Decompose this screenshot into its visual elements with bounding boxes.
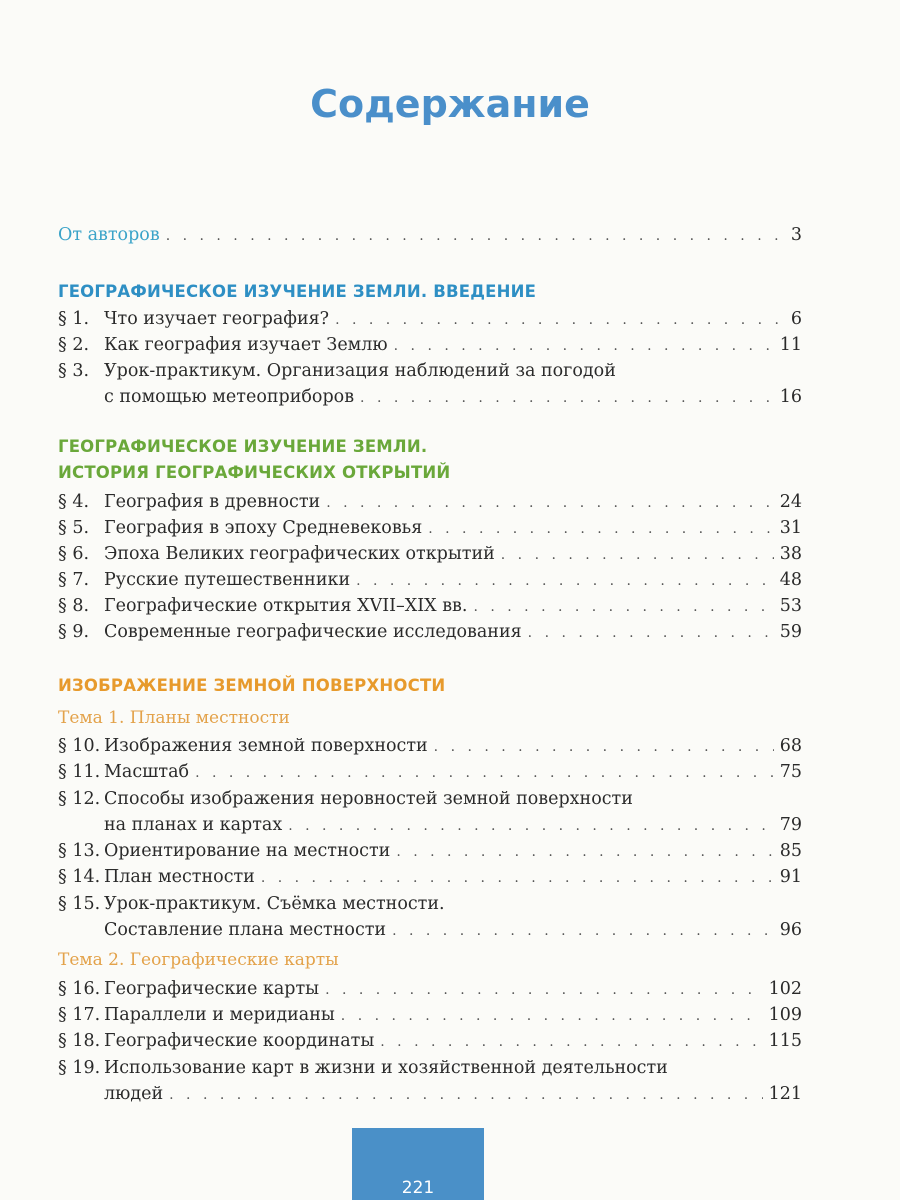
dot-leader [380,1031,762,1053]
toc-entry[interactable] [58,866,802,889]
toc-entry-number: § 11. [58,762,101,782]
dot-leader [501,544,774,566]
toc-entry-number: § 10. [58,736,101,756]
toc-entry-text: Как география изучает Землю [104,335,388,355]
toc-entry[interactable] [58,543,802,566]
dot-leader [326,492,774,514]
dot-leader [473,596,773,618]
toc-entry-text: Урок-практикум. Съёмка местности. [104,894,445,914]
toc-entry-page: 115 [768,1031,802,1051]
topic-heading-2: Тема 2. Географические карты [58,950,339,970]
dot-leader [166,225,785,247]
toc-entry-text: Способы изображения неровностей земной поверхности [104,789,633,809]
toc-entry-page: 68 [779,736,802,756]
toc-entry-page: 59 [779,622,802,642]
toc-entry-number: § 6. [58,544,90,564]
toc-entry[interactable] [58,1030,802,1053]
toc-entry-number: § 12. [58,789,101,809]
toc-entry-text: География в древности [104,492,321,512]
dot-leader [434,736,774,758]
toc-entry[interactable] [58,517,802,540]
toc-entry-text-continued: людей [104,1084,164,1104]
toc-entry[interactable] [58,621,802,644]
toc-entry[interactable] [58,334,802,357]
dot-leader [396,841,773,863]
toc-entry-text-continued: с помощью метеоприборов [104,387,355,407]
toc-entry-page: 31 [779,518,802,538]
toc-entry-text: Современные географические исследования [104,622,522,642]
toc-entry-text: Географические карты [104,979,320,999]
toc-entry-text: От авторов [58,225,160,245]
toc-entry-text: Географические открытия XVII–XIX вв. [104,596,468,616]
toc-entry[interactable] [104,386,802,409]
toc-entry[interactable] [58,595,802,618]
toc-entry-number: § 5. [58,518,90,538]
toc-entry-number: § 9. [58,622,90,642]
toc-entry-text: Географические координаты [104,1031,375,1051]
toc-entry-number: § 15. [58,894,101,914]
toc-entry-text-continued: Составление плана местности [104,920,387,940]
toc-entry[interactable] [104,1083,802,1106]
toc-entry-first-line[interactable] [58,788,633,810]
toc-entry-text: Эпоха Великих географических открытий [104,544,495,564]
toc-entry-text: Ориентирование на местности [104,841,391,861]
toc-entry-first-line[interactable] [58,1057,668,1079]
dot-leader [356,570,774,592]
toc-entry[interactable] [58,761,802,784]
toc-entry[interactable] [58,735,802,758]
toc-entry-text: География в эпоху Средневековья [104,518,423,538]
toc-entry-text: Русские путешественники [104,570,351,590]
dot-leader [360,387,774,409]
toc-entry-page: 53 [779,596,802,616]
section-heading-history-line2: ИСТОРИЯ ГЕОГРАФИЧЕСКИХ ОТКРЫТИЙ [58,463,451,482]
toc-entry-number: § 18. [58,1031,101,1051]
toc-entry-number: § 4. [58,492,90,512]
toc-entry-first-line[interactable] [58,360,616,382]
toc-entry[interactable] [58,491,802,514]
toc-entry-text: Параллели и меридианы [104,1005,335,1025]
toc-entry-number: § 3. [58,361,90,381]
toc-entry[interactable] [58,569,802,592]
toc-entry-page: 3 [790,225,802,245]
toc-entry-page: 24 [779,492,802,512]
toc-entry-intro[interactable] [58,224,802,247]
toc-entry[interactable] [58,978,802,1001]
toc-entry[interactable] [58,1004,802,1027]
toc-entry-page: 79 [779,815,802,835]
page-number: 221 [401,1178,435,1198]
section-heading-history-line1: ГЕОГРАФИЧЕСКОЕ ИЗУЧЕНИЕ ЗЕМЛИ. [58,437,428,456]
topic-heading-1: Тема 1. Планы местности [58,708,290,728]
toc-entry-page: 16 [779,387,802,407]
toc-entry-page: 102 [768,979,802,999]
toc-entry-number: § 1. [58,309,90,329]
toc-entry[interactable] [58,840,802,863]
page-title: Содержание [310,82,590,126]
toc-entry-text: Изображения земной поверхности [104,736,428,756]
toc-entry-text: Урок-практикум. Организация наблюдений за погодой [104,361,616,381]
dot-leader [394,335,774,357]
section-heading-surface: ИЗОБРАЖЕНИЕ ЗЕМНОЙ ПОВЕРХНОСТИ [58,676,446,695]
toc-entry-number: § 16. [58,979,101,999]
toc-entry-page: 11 [779,335,802,355]
toc-entry-text: Масштаб [104,762,190,782]
toc-entry-text: Использование карт в жизни и хозяйственной деятельности [104,1058,668,1078]
dot-leader [261,867,774,889]
toc-entry-text: План местности [104,867,255,887]
toc-entry-number: § 14. [58,867,101,887]
toc-entry-page: 85 [779,841,802,861]
section-heading-intro: ГЕОГРАФИЧЕСКОЕ ИЗУЧЕНИЕ ЗЕМЛИ. ВВЕДЕНИЕ [58,282,537,301]
dot-leader [341,1005,763,1027]
toc-entry-number: § 19. [58,1058,101,1078]
toc-entry[interactable] [104,919,802,942]
dot-leader [288,815,774,837]
toc-entry-page: 48 [779,570,802,590]
dot-leader [335,309,785,331]
toc-entry-number: § 7. [58,570,90,590]
toc-entry-page: 38 [779,544,802,564]
toc-entry-page: 75 [779,762,802,782]
toc-entry-page: 96 [779,920,802,940]
dot-leader [428,518,773,540]
dot-leader [169,1084,762,1106]
dot-leader [195,762,774,784]
toc-entry-page: 121 [768,1084,802,1104]
toc-entry-page: 109 [768,1005,802,1025]
dot-leader [528,622,774,644]
toc-entry-number: § 13. [58,841,101,861]
dot-leader [392,920,774,942]
toc-entry-text-continued: на планах и картах [104,815,283,835]
toc-entry[interactable] [58,308,802,331]
toc-entry-page: 91 [779,867,802,887]
toc-entry-number: § 17. [58,1005,101,1025]
toc-entry-number: § 8. [58,596,90,616]
toc-entry-number: § 2. [58,335,90,355]
dot-leader [325,979,763,1001]
toc-entry-first-line[interactable] [58,893,445,915]
toc-entry[interactable] [104,814,802,837]
toc-entry-text: Что изучает география? [104,309,330,329]
toc-entry-page: 6 [790,309,802,329]
